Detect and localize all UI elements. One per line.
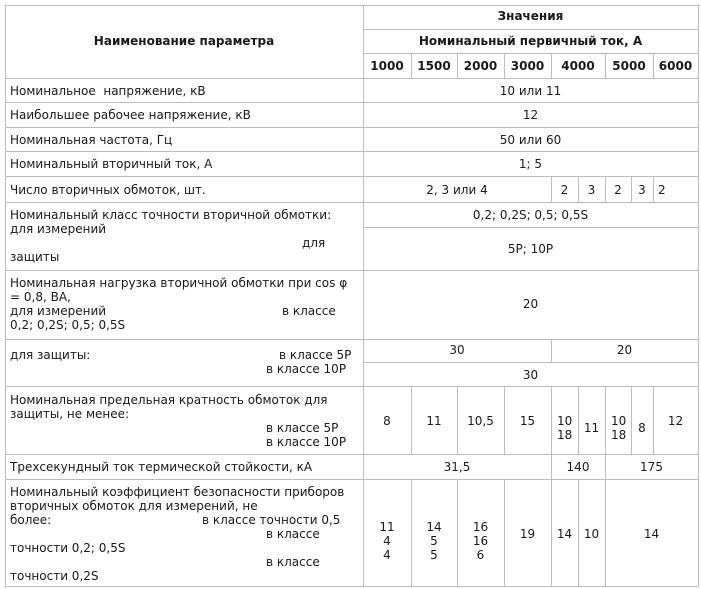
- limit-factor-label: в классе 5P: [266, 421, 339, 435]
- accuracy-protect-value: 5P; 10P: [507, 242, 554, 256]
- header-param: Наименование параметра: [93, 34, 275, 48]
- row-frequency-value: 50 или 60: [499, 133, 562, 147]
- safety-label: в классе: [266, 527, 320, 541]
- safety-value: 11 4 4: [379, 520, 395, 562]
- thermal-label: Трехсекундный ток термической стойкости, кА: [10, 460, 313, 474]
- safety-value: 16 16 6: [472, 520, 489, 562]
- row-secondary-current-label: Номинальный вторичный ток, А: [10, 157, 213, 171]
- row-max-voltage-value: 12: [522, 108, 539, 122]
- accuracy-label: защиты: [10, 250, 60, 264]
- row-voltage-value: 10 или 11: [499, 84, 562, 98]
- safety-value: 19: [519, 527, 536, 541]
- safety-label: более:: [10, 513, 52, 527]
- protection-class-5p: в классе 5P: [279, 348, 352, 362]
- safety-label: в классе точности 0,5: [202, 513, 341, 527]
- safety-label: Номинальный коэффициент безопасности приборов: [10, 485, 345, 499]
- limit-factor-label: Номинальная предельная кратность обмоток для: [10, 393, 328, 407]
- protection-load-label: для защиты:: [10, 348, 91, 362]
- accuracy-label: для: [302, 236, 326, 250]
- windings-value: 2: [560, 183, 569, 197]
- row-max-voltage-label: Наибольшее рабочее напряжение, кВ: [10, 108, 251, 122]
- safety-value: 10: [583, 527, 600, 541]
- safety-value: 14: [643, 527, 660, 541]
- limit-factor-value: 11: [583, 421, 600, 435]
- safety-label: вторичных обмоток для измерений, не: [10, 499, 258, 513]
- limit-factor-value: 10 18: [611, 414, 627, 442]
- row-frequency-label: Номинальная частота, Гц: [10, 133, 173, 147]
- limit-factor-label: защиты, не менее:: [10, 407, 130, 421]
- limit-factor-value: 15: [519, 414, 536, 428]
- windings-value: 2: [614, 183, 622, 197]
- protection-5p-value: 20: [616, 343, 633, 357]
- current-6000: 6000: [658, 59, 693, 73]
- safety-value: 14 5 5: [426, 520, 442, 562]
- protection-5p-value: 30: [449, 343, 465, 357]
- load-value: 20: [522, 297, 539, 311]
- safety-label: точности 0,2; 0,5S: [10, 541, 126, 555]
- load-label: = 0,8, ВА,: [10, 290, 71, 304]
- load-label: Номинальная нагрузка вторичной обмотки при cos φ: [10, 276, 348, 290]
- current-4000: 4000: [561, 59, 595, 73]
- windings-value: 3: [638, 183, 646, 197]
- current-5000: 5000: [612, 59, 646, 73]
- current-1000: 1000: [370, 59, 404, 73]
- limit-factor-value: 10 18: [557, 414, 573, 442]
- row-voltage-label: Номинальное напряжение, кВ: [10, 84, 206, 98]
- limit-factor-label: в классе 10P: [266, 435, 347, 449]
- current-3000: 3000: [510, 59, 545, 73]
- load-label: в классе: [282, 304, 336, 318]
- limit-factor-value: 12: [667, 414, 684, 428]
- row-windings-label: Число вторичных обмоток, шт.: [10, 183, 206, 197]
- load-label: для измерений: [10, 304, 107, 318]
- accuracy-label: Номинальный класс точности вторичной обмотки:: [10, 208, 332, 222]
- thermal-value: 140: [566, 460, 590, 474]
- header-current: Номинальный первичный ток, А: [418, 34, 643, 48]
- accuracy-measure-value: 0,2; 0,2S; 0,5; 0,5S: [472, 208, 589, 222]
- accuracy-label: для измерений: [10, 222, 107, 236]
- thermal-value: 175: [640, 460, 663, 474]
- row-secondary-current-value: 1; 5: [518, 157, 543, 171]
- current-1500: 1500: [417, 59, 451, 73]
- load-label: 0,2; 0,2S; 0,5; 0,5S: [10, 318, 126, 332]
- protection-class-10p: в классе 10P: [266, 362, 347, 376]
- safety-label: точности 0,2S: [10, 569, 99, 583]
- limit-factor-value: 11: [426, 414, 442, 428]
- limit-factor-value: 8: [638, 421, 646, 435]
- windings-value: 3: [587, 183, 596, 197]
- safety-value: 14: [556, 527, 573, 541]
- protection-10p-value: 30: [522, 368, 539, 382]
- thermal-value: 31,5: [443, 460, 471, 474]
- limit-factor-value: 10,5: [467, 414, 494, 428]
- limit-factor-value: 8: [383, 414, 391, 428]
- safety-label: в классе: [266, 555, 320, 569]
- windings-value: 2, 3 или 4: [426, 183, 488, 197]
- windings-value: 2: [658, 183, 666, 197]
- current-2000: 2000: [463, 59, 498, 73]
- header-values: Значения: [497, 9, 564, 23]
